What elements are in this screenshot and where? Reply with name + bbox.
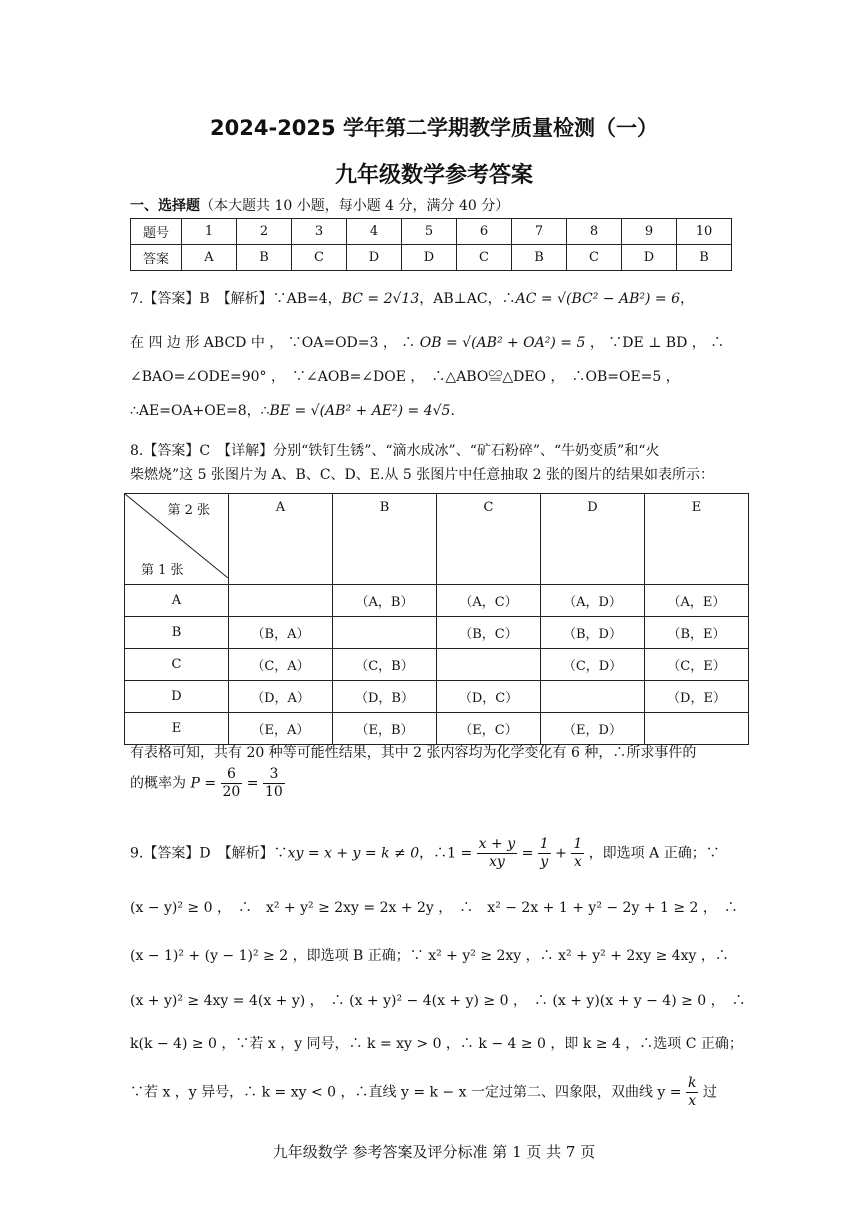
q7-line-2 — [130, 333, 740, 353]
q7-text: ， ∵DE ⊥ BD ， ∴ — [589, 335, 725, 351]
numerator: 1 — [573, 836, 583, 852]
table-cell: （A，B） — [333, 585, 437, 617]
q7-formula: BE = √(AB² + AE²) = 4√5 — [269, 403, 451, 419]
q8-text: 的概率为 — [130, 775, 186, 792]
answer-table — [130, 218, 732, 271]
section-title: 一、选择题 — [130, 198, 200, 214]
answer-cell: D — [347, 245, 402, 271]
table-cell: （C，E） — [645, 649, 749, 681]
table-cell: （E，D） — [541, 713, 645, 745]
denominator: 10 — [264, 784, 283, 800]
corner-first-label: 第 1 张 — [141, 563, 184, 578]
fraction — [538, 836, 551, 871]
corner-cell — [125, 494, 229, 585]
question-number: 5 — [402, 219, 457, 245]
fraction — [686, 1075, 698, 1110]
q7-formula: OB = √(AB² + OA²) = 5 — [419, 335, 586, 351]
q7-line-3: ∠BAO=∠ODE=90° ， ∵∠AOB=∠DOE ， ∴△ABO≌△DEO ， ∴OB=OE=5 ， — [130, 369, 680, 385]
table-row — [125, 649, 749, 681]
answer-cell: C — [567, 245, 622, 271]
q9-formula: xy = x + y = k ≠ 0 — [287, 845, 420, 862]
answer-cell: A — [182, 245, 237, 271]
q9-text: ∵若 x ，y 异号，∴ k = xy < 0 ，∴直线 y = k − x 一定过第二、四象限，双曲线 y = — [130, 1084, 682, 1101]
table-cell: （D，B） — [333, 681, 437, 713]
q9-text: ，∴1 = — [419, 845, 473, 862]
question-row-label: 题号 — [131, 219, 182, 245]
answer-cell: B — [677, 245, 732, 271]
table-cell: （D，E） — [645, 681, 749, 713]
table-cell — [541, 681, 645, 713]
question-number: 4 — [347, 219, 402, 245]
q7-line-4 — [130, 401, 740, 421]
q7-text: ∴AE=OA+OE=8，∴ — [130, 403, 270, 419]
table-row — [125, 585, 749, 617]
q9-text: ，即选项 A 正确；∵ — [588, 845, 720, 862]
column-header: C — [437, 494, 541, 585]
document-subtitle: 九年级数学参考答案 — [334, 163, 533, 188]
table-cell: （E，A） — [229, 713, 333, 745]
table-cell — [229, 585, 333, 617]
q9-line-2: (x − y)² ≥ 0 ， ∴ x² + y² ≥ 2xy = 2x + 2y ， ∴ x² − 2x + 1 + y² − 2y + 1 ≥ 2 ， ∴ — [130, 900, 738, 916]
answer-table-question-row — [131, 219, 732, 245]
section-note: （本大题共 10 小题，每小题 4 分，满分 40 分） — [200, 198, 510, 214]
row-header: A — [125, 585, 229, 617]
denominator: 20 — [222, 784, 241, 800]
question-number: 3 — [292, 219, 347, 245]
numerator: 3 — [263, 766, 285, 784]
answer-row-label: 答案 — [131, 245, 182, 271]
table-cell: （C，A） — [229, 649, 333, 681]
equals-sign: = — [246, 775, 259, 792]
table-row — [125, 617, 749, 649]
table-cell: （A，E） — [645, 585, 749, 617]
q8-conclusion-1: 有表格可知，共有 20 种等可能性结果，其中 2 张内容均为化学变化有 6 种，∴所求事件的 — [130, 745, 697, 761]
document-title: 2024-2025 学年第二学期教学质量检测（一） — [210, 116, 658, 140]
table-cell — [437, 649, 541, 681]
q9-text: 9.【答案】D 【解析】∵ — [130, 845, 288, 862]
q7-text: 在 四 边 形 ABCD 中 ， ∵OA=OD=3 ， ∴ — [130, 335, 416, 351]
table-cell: （E，C） — [437, 713, 541, 745]
row-header: B — [125, 617, 229, 649]
table-cell: （D，A） — [229, 681, 333, 713]
q7-text: 7.【答案】B 【解析】∵AB=4， — [130, 291, 342, 307]
q7-line-1 — [130, 289, 740, 309]
q9-line-6 — [130, 1075, 740, 1110]
numerator: k — [687, 1075, 697, 1091]
row-header: D — [125, 681, 229, 713]
question-number: 10 — [677, 219, 732, 245]
fraction — [221, 766, 243, 801]
table-cell: （B，E） — [645, 617, 749, 649]
outcome-table-header — [125, 494, 749, 585]
table-cell — [645, 713, 749, 745]
table-row — [125, 713, 749, 745]
plus-sign: + — [555, 845, 567, 862]
denominator: x — [573, 854, 582, 870]
q7-formula: BC = 2√13 — [341, 291, 420, 307]
denominator: xy — [488, 854, 505, 870]
question-number: 9 — [622, 219, 677, 245]
numerator: 6 — [221, 766, 243, 784]
answer-cell: C — [292, 245, 347, 271]
table-cell: （C，B） — [333, 649, 437, 681]
table-cell: （A，C） — [437, 585, 541, 617]
q7-text: ，AB⊥AC，∴ — [419, 291, 516, 307]
fraction — [571, 836, 584, 871]
corner-second-label: 第 2 张 — [167, 503, 210, 518]
column-header: B — [333, 494, 437, 585]
column-header: A — [229, 494, 333, 585]
answer-table-answer-row — [131, 245, 732, 271]
table-cell: （E，B） — [333, 713, 437, 745]
denominator: y — [540, 854, 549, 870]
numerator: 1 — [539, 836, 549, 852]
column-header: E — [645, 494, 749, 585]
q9-text: 过 — [702, 1084, 717, 1101]
q9-line-5: k(k − 4) ≥ 0 ，∵若 x ，y 同号，∴ k = xy > 0 ，∴ k − 4 ≥ 0 ，即 k ≥ 4 ，∴选项 C 正确； — [130, 1036, 743, 1052]
q7-text: . — [450, 403, 455, 419]
table-cell — [333, 617, 437, 649]
row-header: E — [125, 713, 229, 745]
table-cell: （C，D） — [541, 649, 645, 681]
column-header: D — [541, 494, 645, 585]
numerator: x + y — [478, 836, 516, 852]
section-heading — [130, 196, 740, 216]
table-row — [125, 681, 749, 713]
q8-line-1: 8.【答案】C 【详解】分别“铁钉生锈”、“滴水成冰”、“矿石粉碎”、“牛奶变质”和“火 — [130, 443, 660, 459]
q8-line-2: 柴燃烧”这 5 张图片为 A、B、C、D、E.从 5 张图片中任意抽取 2 张的图片的结果如表所示： — [130, 467, 715, 483]
question-number: 2 — [237, 219, 292, 245]
equals-sign: = — [521, 845, 534, 862]
fraction — [477, 836, 517, 871]
table-cell: （D，C） — [437, 681, 541, 713]
q7-formula: AC = √(BC² − AB²) = 6 — [515, 291, 680, 307]
answer-cell: B — [512, 245, 567, 271]
q9-line-1 — [130, 836, 740, 871]
table-cell: （B，D） — [541, 617, 645, 649]
denominator: x — [688, 1093, 697, 1109]
q9-line-3: (x − 1)² + (y − 1)² ≥ 2 ，即选项 B 正确；∵ x² + y² ≥ 2xy ，∴ x² + y² + 2xy ≥ 4xy ，∴ — [130, 948, 729, 964]
table-cell: （A，D） — [541, 585, 645, 617]
question-number: 7 — [512, 219, 567, 245]
question-number: 1 — [182, 219, 237, 245]
question-number: 8 — [567, 219, 622, 245]
answer-cell: B — [237, 245, 292, 271]
page-footer: 九年级数学 参考答案及评分标准 第 1 页 共 7 页 — [272, 1143, 596, 1161]
answer-cell: D — [622, 245, 677, 271]
answer-cell: D — [402, 245, 457, 271]
outcome-table — [124, 493, 749, 745]
q8-conclusion-2 — [130, 766, 740, 801]
answer-cell: C — [457, 245, 512, 271]
table-cell: （B，A） — [229, 617, 333, 649]
probability-symbol: P = — [190, 775, 217, 792]
table-cell: （B，C） — [437, 617, 541, 649]
q7-text: ， — [679, 291, 694, 307]
question-number: 6 — [457, 219, 512, 245]
row-header: C — [125, 649, 229, 681]
q9-line-4: (x + y)² ≥ 4xy = 4(x + y) ， ∴ (x + y)² − 4(x + y) ≥ 0 ， ∴ (x + y)(x + y − 4) ≥ 0 ， ∴ — [130, 993, 746, 1009]
fraction — [263, 766, 285, 801]
